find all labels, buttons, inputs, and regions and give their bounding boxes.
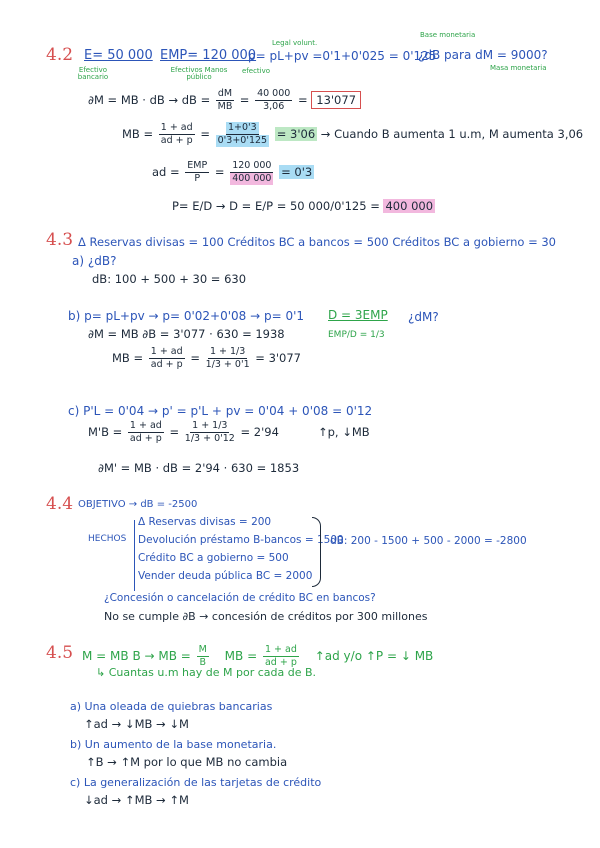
mb-frac-bot: ad + p	[160, 134, 193, 146]
section-4-3-number: 4.3	[46, 230, 74, 250]
section-4-2-number: 4.2	[46, 45, 74, 65]
mb-formula-frac-bot: ad + p	[264, 656, 297, 668]
c-mb-frac2-bot: 1/3 + 0'12	[184, 432, 235, 444]
mb-def-frac-bot: B	[199, 656, 206, 668]
ad-frac2-top: 120 000	[232, 160, 272, 171]
hecho-2: Devolución préstamo B-bancos = 1500	[138, 534, 344, 546]
ans-b: ↑B → ↑M por lo que MB no cambia	[86, 755, 288, 769]
question-db: ¿dB para dM = 9000?	[418, 48, 548, 62]
ad-line: ad = $\frac{\text{EMP}}{P}$ = $\frac{120 000}{400 000}$ = 0'3	[152, 160, 313, 184]
part-c-arrow: ↑p, ↓MB	[318, 425, 370, 439]
b-mb-frac2-top: 1 + 1/3	[209, 346, 246, 357]
dm-fraction	[216, 88, 234, 113]
section-4-5-number: 4.5	[46, 643, 74, 663]
p-equation: p= pL+pv =0'1+0'025 = 0'125	[248, 49, 437, 63]
ans-a: ↑ad → ↓MB → ↓M	[84, 717, 189, 731]
masa-note: Masa monetaria	[490, 64, 547, 72]
reservas-header: Δ Reservas divisas = 100 Créditos BC a bancos = 500 Créditos BC a gobierno = 30	[78, 235, 557, 249]
b-mb-frac2-bot: 1/3 + 0'1	[205, 358, 250, 370]
ad-fraction-2	[230, 160, 273, 185]
c-mb-fraction	[128, 420, 164, 445]
dm-line: ∂M = MB · dB → dB = $\frac{dM}{MB}$ = $\frac{40 000}{3,06}$ = 13'077	[88, 88, 361, 113]
mb-fraction-2	[216, 122, 269, 147]
ad-frac2-bot: 400 000	[232, 172, 272, 184]
ad-fraction	[185, 160, 209, 185]
part-c-mb: M'B = $\frac{1 + ad}{ad + p}$ = $\frac{1 + 1/3}{1/3 + 0'12}$ = 2'94	[88, 420, 279, 444]
q-b: b) Un aumento de la base monetaria.	[70, 738, 277, 751]
base-note: Base monetaria	[420, 31, 476, 39]
q-a: a) Una oleada de quiebras bancarias	[70, 700, 273, 713]
c-mb-lhs: M'B =	[88, 424, 123, 439]
b-mb-lhs: MB =	[112, 350, 144, 365]
mb-formula-lhs: MB =	[224, 648, 258, 663]
mb-fraction	[159, 122, 195, 147]
pe-line	[172, 200, 435, 214]
mb-frac2-top: 1+0'3	[227, 122, 257, 133]
section-4-4-number: 4.4	[46, 494, 74, 514]
mb-result: = 3'06	[276, 126, 316, 141]
mb-frac-top: 1 + ad	[160, 122, 193, 133]
mb-def-frac-top: M	[198, 644, 207, 655]
dm-result-box: 13'077	[311, 91, 361, 109]
emp-note: Efectivos Manos público	[170, 66, 228, 82]
hecho-1: Δ Reservas divisas = 200	[138, 516, 272, 528]
pe-text: P= E/D → D = E/P = 50 000/0'125 =	[172, 199, 380, 213]
hechos-brace	[312, 517, 321, 587]
mb-meaning: ↳ Cuantas u.m hay de M por cada de B.	[96, 666, 317, 679]
hecho-3: Crédito BC a gobierno = 500	[138, 552, 289, 564]
dm-frac-bot: MB	[217, 100, 233, 112]
mb-arrow-note: ↑ad y/o ↑P = ↓ MB	[314, 648, 434, 663]
c-mb-result: = 2'94	[240, 424, 279, 439]
dm-fraction-2	[255, 88, 292, 113]
b-mb-frac-bot: ad + p	[150, 358, 183, 370]
part-b-mb: MB = $\frac{1 + ad}{ad + p}$ = $\frac{1 + 1/3}{1/3 + 0'1}$ = 3'077	[112, 346, 302, 370]
part-b-dm: ∂M = MB ∂B = 3'077 · 630 = 1938	[88, 327, 285, 341]
concesion-question: ¿Concesión o cancelación de crédito BC en bancos?	[104, 592, 376, 604]
b-mb-fraction	[149, 346, 185, 371]
ad-result: = 0'3	[281, 164, 313, 179]
ans-c: ↓ad → ↑MB → ↑M	[84, 793, 189, 807]
ad-lhs: ad =	[152, 164, 180, 179]
mb-frac2-bot: 0'3+0'125	[217, 134, 268, 146]
c-mb-frac2-top: 1 + 1/3	[192, 420, 228, 431]
e-value: E= 50 000	[84, 48, 153, 63]
c-mb-fraction-2	[185, 420, 235, 445]
d-3emp: D = 3EMP	[328, 308, 388, 322]
mb-line: MB = $\frac{1 + ad}{ad + p}$ = $\frac{1+0'3}{0'3+0'125}$ = 3'06 → Cuando B aumenta 1 u.m, M aumenta 3,06	[122, 122, 584, 146]
b-mb-fraction-2	[206, 346, 250, 371]
dm-eq: =	[239, 92, 250, 107]
efectivo-note: efectivo	[242, 67, 271, 75]
mb-note: → Cuando B aumenta 1 u.m, M aumenta 3,06	[320, 126, 584, 141]
part-c-line: c) P'L = 0'04 → p' = p'L + pv = 0'04 + 0'08 = 0'12	[68, 404, 373, 418]
part-c-dm: ∂M' = MB · dB = 2'94 · 630 = 1853	[98, 461, 300, 475]
dm-frac2-top: 40 000	[257, 88, 291, 99]
b-mb-frac-top: 1 + ad	[150, 346, 183, 357]
legal-note: Legal volunt.	[272, 39, 318, 47]
dm-lhs: ∂M = MB · dB → dB =	[88, 92, 211, 107]
ad-frac-top: EMP	[187, 160, 208, 171]
part-a-answer: dB: 100 + 500 + 30 = 630	[92, 272, 247, 286]
emp-value: EMP= 120 000	[160, 48, 257, 63]
dm-frac2-bot: 3,06	[263, 100, 285, 112]
mb-lhs: MB =	[122, 126, 154, 141]
dm-frac-top: dM	[217, 88, 233, 99]
e-note: Efectivo bancario	[77, 66, 109, 82]
c-mb-frac-bot: ad + p	[129, 432, 162, 444]
emp-d-ratio: EMP/D = 1/3	[328, 330, 385, 340]
part-a-question: a) ¿dB?	[72, 254, 117, 268]
q-c: c) La generalización de las tarjetas de crédito	[70, 776, 322, 789]
c-mb-frac-top: 1 + ad	[129, 420, 162, 431]
hechos-label: HECHOS	[88, 534, 127, 544]
db-sum: dB: 200 - 1500 + 500 - 2000 = -2800	[330, 535, 527, 547]
part-b-question: ¿dM?	[408, 310, 439, 324]
ad-frac-bot: P	[194, 172, 201, 184]
objective: OBJETIVO → dB = -2500	[78, 499, 198, 510]
concesion-answer: No se cumple ∂B → concesión de créditos por 300 millones	[104, 610, 428, 623]
mb-def-text: M = MB B → MB =	[82, 648, 191, 663]
b-mb-result: = 3'077	[255, 350, 302, 365]
part-b-line: b) p= pL+pv → p= 0'02+0'08 → p= 0'1	[68, 309, 305, 323]
hecho-4: Vender deuda pública BC = 2000	[138, 570, 313, 582]
pe-result: 400 000	[385, 199, 434, 213]
mb-formula-frac-top: 1 + ad	[264, 644, 297, 655]
